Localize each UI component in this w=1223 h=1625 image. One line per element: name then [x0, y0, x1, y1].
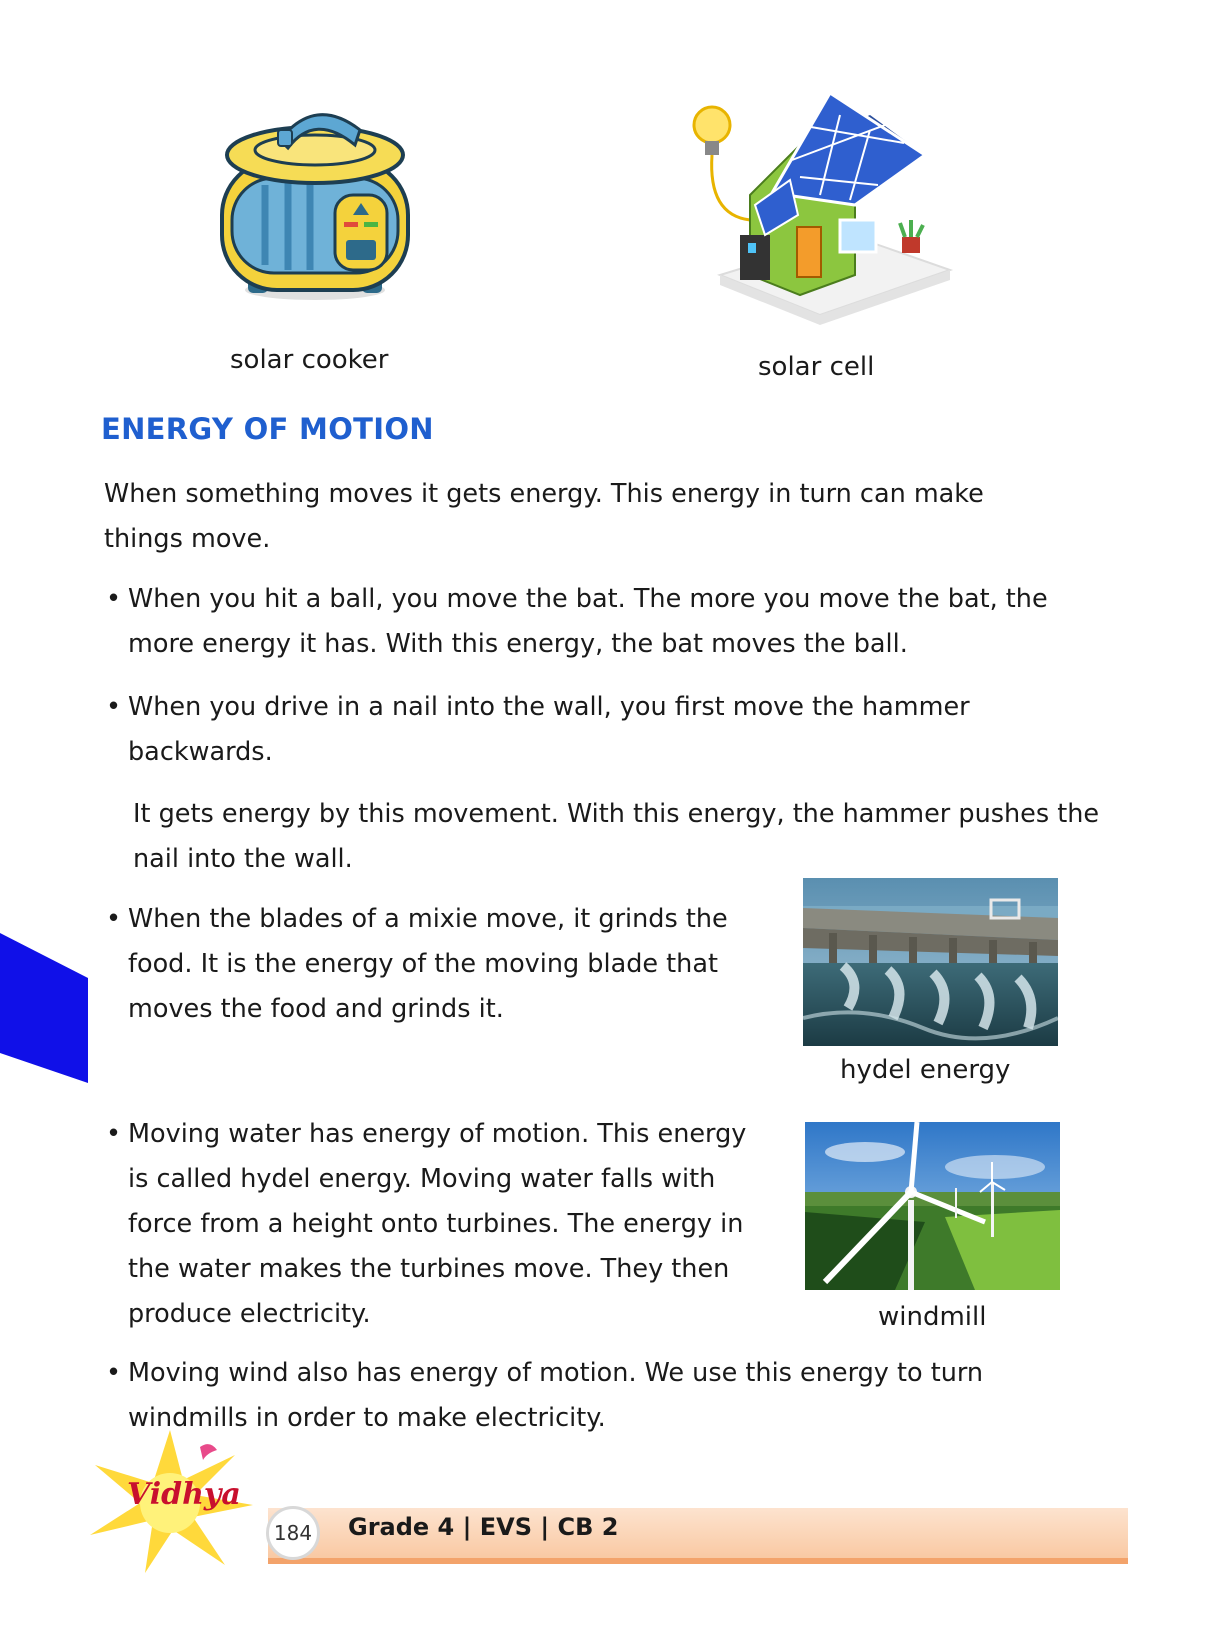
bullet-dot: •: [106, 904, 122, 934]
vidhya-logo: [85, 1425, 255, 1575]
bullet-wind-text: Moving wind also has energy of motion. We use this energy to turn windmills in order to make electricity.: [128, 1358, 984, 1433]
footer-info: Grade 4 | EVS | CB 2: [348, 1513, 619, 1541]
solar-cell-caption: solar cell: [758, 352, 875, 382]
bullet-hammer-text: When you drive in a nail into the wall, you first move the hammer backwards.: [128, 692, 970, 767]
solar-cooker-image: [210, 100, 420, 310]
intro-paragraph: When something moves it gets energy. This energy in turn can make things move.: [104, 479, 984, 554]
windmill-caption: windmill: [878, 1302, 987, 1332]
bullet-mixie-text: When the blades of a mixie move, it grinds the food. It is the energy of the moving blade that moves the food and grinds it.: [128, 904, 728, 1024]
hydel-dam-photo: [803, 878, 1058, 1046]
side-tab-marker: [0, 933, 88, 1083]
bullet-hydel: [106, 1112, 768, 1337]
bullet-hammer: [106, 685, 1058, 775]
bullet-dot: •: [106, 1119, 122, 1149]
bullet-hydel-text: Moving water has energy of motion. This energy is called hydel energy. Moving water falls with force from a height onto turbines. The energy in the water makes the turbines move. They then produce electricity.: [128, 1119, 747, 1329]
bullet-bat: [106, 577, 1078, 667]
bullet-wind: [106, 1351, 1078, 1441]
hammer-continuation: It gets energy by this movement. With this energy, the hammer pushes the nail into the wall.: [133, 799, 1100, 874]
section-heading: ENERGY OF MOTION: [101, 412, 434, 446]
page-number: 184: [266, 1506, 320, 1560]
bullet-dot: •: [106, 692, 122, 722]
bullet-bat-text: When you hit a ball, you move the bat. The more you move the bat, the more energy it has. With this energy, the bat moves the ball.: [128, 584, 1048, 659]
windmill-photo: [805, 1122, 1060, 1290]
solar-cooker-caption: solar cooker: [230, 345, 389, 375]
solar-cell-image: [680, 85, 960, 330]
hydel-caption: hydel energy: [840, 1055, 1011, 1085]
vidhya-logo-text: Vidhya: [127, 1477, 241, 1512]
bullet-mixie: [106, 897, 758, 1032]
bullet-dot: •: [106, 584, 122, 614]
bullet-dot: •: [106, 1358, 122, 1388]
